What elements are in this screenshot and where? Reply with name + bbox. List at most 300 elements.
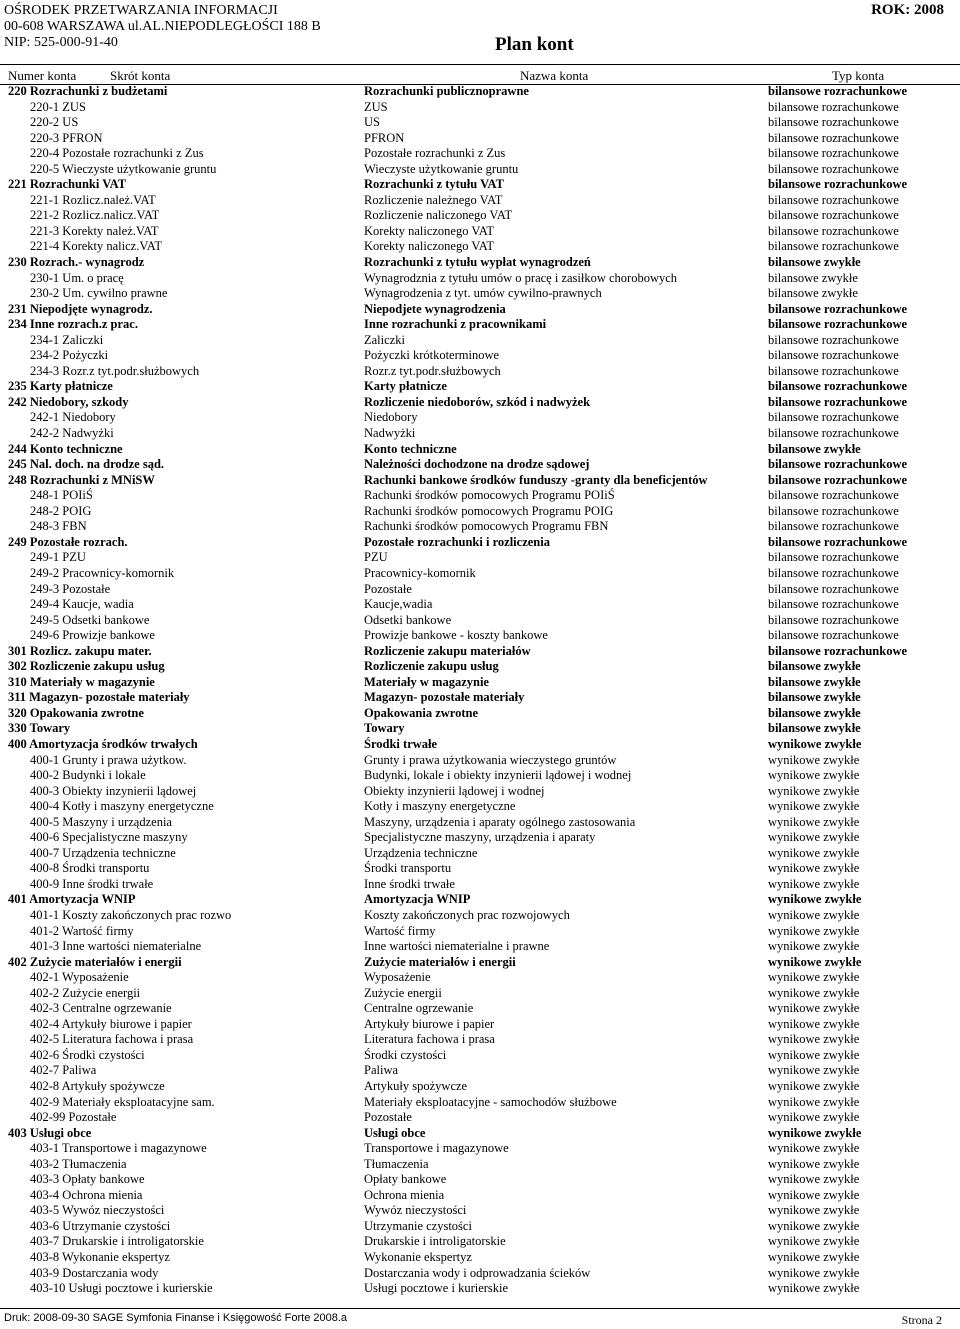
account-code: 249-1 PZU [30, 550, 86, 565]
account-name: Usługi pocztowe i kurierskie [364, 1281, 509, 1296]
table-row [0, 939, 960, 955]
account-name: Koszty zakończonych prac rozwojowych [364, 907, 570, 922]
account-code: 402-1 Wyposażenie [30, 970, 129, 985]
account-type: wynikowe zwykłe [768, 845, 860, 860]
column-header-typ: Typ konta [832, 68, 885, 83]
account-name: Zużycie materiałów i energii [364, 954, 516, 969]
account-type: bilansowe rozrachunkowe [768, 161, 899, 176]
table-row [0, 644, 960, 660]
account-code: 400-6 Specjalistyczne maszyny [30, 830, 188, 845]
account-code: 248 Rozrachunki z MNiSW [8, 472, 155, 487]
account-name: Transportowe i magazynowe [364, 1141, 509, 1156]
account-name: Inne rozrachunki z pracownikami [364, 317, 547, 332]
account-type: bilansowe rozrachunkowe [768, 565, 899, 580]
account-code: 403-7 Drukarskie i introligatorskie [30, 1234, 204, 1249]
table-row [0, 706, 960, 722]
account-type: bilansowe rozrachunkowe [768, 394, 908, 409]
account-code: 402-2 Zużycie energii [30, 985, 141, 1000]
account-type: wynikowe zwykłe [768, 923, 860, 938]
account-type: wynikowe zwykłe [768, 985, 860, 1000]
account-name: Rozliczenie należnego VAT [364, 192, 503, 207]
account-name: Wartość firmy [364, 923, 436, 938]
account-name: Rozliczenie niedoborów, szkód i nadwyżek [364, 394, 591, 409]
account-code: 310 Materiały w magazynie [8, 674, 155, 689]
account-code: 230 Rozrach.- wynagrodz [8, 255, 145, 270]
account-type: bilansowe zwykłe [768, 441, 861, 456]
account-name: Budynki, lokale i obiekty inzynierii lądowej i wodnej [364, 768, 632, 783]
account-code: 221-2 Rozlicz.nalicz.VAT [30, 208, 160, 223]
column-header-numer: Numer konta [8, 68, 77, 83]
account-name: Literatura fachowa i prasa [364, 1032, 495, 1047]
account-code: 221 Rozrachunki VAT [8, 177, 127, 192]
account-type: bilansowe rozrachunkowe [768, 115, 899, 130]
account-type: wynikowe zwykłe [768, 1032, 860, 1047]
account-name: Maszyny, urządzenia i aparaty ogólnego zastosowania [364, 814, 636, 829]
account-code: 242-1 Niedobory [30, 410, 116, 425]
account-type: bilansowe zwykłe [768, 255, 861, 270]
table-row [0, 84, 960, 100]
account-name: Dostarczania wody i odprowadzania ścieków [364, 1265, 591, 1280]
table-row [0, 721, 960, 737]
account-type: wynikowe zwykłe [768, 768, 860, 783]
account-name: Niedobory [364, 410, 418, 425]
account-name: ZUS [364, 99, 388, 114]
account-name: Towary [364, 721, 405, 736]
table-row [0, 162, 960, 178]
account-type: bilansowe rozrachunkowe [768, 550, 899, 565]
account-code: 234-2 Pożyczki [30, 348, 109, 363]
account-name: Kotły i maszyny energetyczne [364, 799, 516, 814]
account-type: bilansowe rozrachunkowe [768, 363, 899, 378]
account-code: 402-3 Centralne ogrzewanie [30, 1001, 172, 1016]
account-code: 220 Rozrachunki z budżetami [8, 84, 168, 98]
account-code: 402 Zużycie materiałów i energii [8, 954, 182, 969]
table-row [0, 566, 960, 582]
account-name: Środki czystości [364, 1047, 447, 1062]
account-type: bilansowe rozrachunkowe [768, 503, 899, 518]
table-row [0, 379, 960, 395]
account-type: wynikowe zwykłe [768, 1234, 860, 1249]
column-header-nazwa: Nazwa konta [520, 68, 589, 83]
table-row [0, 550, 960, 566]
account-name: Zużycie energii [364, 985, 442, 1000]
table-row [0, 239, 960, 255]
table-row [0, 1001, 960, 1017]
table-row [0, 473, 960, 489]
account-name: Należności dochodzone na drodze sądowej [364, 457, 590, 472]
account-name: Grunty i prawa użytkowania wieczystego gruntów [364, 752, 617, 767]
account-type: bilansowe rozrachunkowe [768, 130, 899, 145]
account-code: 401-1 Koszty zakończonych prac rozwo [30, 907, 232, 922]
account-table [0, 84, 960, 1297]
table-row [0, 131, 960, 147]
account-code: 400-9 Inne środki trwałe [30, 876, 154, 891]
document-header [0, 0, 960, 62]
account-name: Specjalistyczne maszyny, urządzenia i aparaty [364, 830, 596, 845]
account-name: Rozrachunki z tytułu VAT [364, 177, 504, 192]
account-name: Tłumaczenia [364, 1156, 429, 1171]
table-row [0, 737, 960, 753]
account-type: bilansowe rozrachunkowe [768, 597, 899, 612]
account-type: bilansowe rozrachunkowe [768, 488, 899, 503]
account-code: 402-4 Artykuły biurowe i papier [30, 1016, 192, 1031]
account-type: bilansowe zwykłe [768, 659, 861, 674]
account-type: bilansowe zwykłe [768, 270, 858, 285]
account-type: wynikowe zwykłe [768, 1047, 860, 1062]
table-row [0, 457, 960, 473]
account-type: wynikowe zwykłe [768, 1250, 860, 1265]
account-type: wynikowe zwykłe [768, 1156, 860, 1171]
account-name: PFRON [364, 130, 405, 145]
account-type: wynikowe zwykłe [768, 830, 860, 845]
table-row [0, 1110, 960, 1126]
account-code: 403-6 Utrzymanie czystości [30, 1218, 171, 1233]
table-row [0, 892, 960, 908]
account-type: wynikowe zwykłe [768, 1125, 862, 1140]
account-name: Utrzymanie czystości [364, 1218, 472, 1233]
account-code: 220-4 Pozostałe rozrachunki z Zus [30, 146, 204, 161]
table-row [0, 1048, 960, 1064]
account-name: Opakowania zwrotne [364, 705, 479, 720]
account-name: Niepodjete wynagrodzenia [364, 301, 506, 316]
account-type: wynikowe zwykłe [768, 814, 860, 829]
account-code: 220-3 PFRON [30, 130, 103, 145]
table-row [0, 1141, 960, 1157]
account-name: Pożyczki krótkoterminowe [364, 348, 500, 363]
account-name: US [364, 115, 380, 130]
account-type: bilansowe rozrachunkowe [768, 410, 899, 425]
account-type: bilansowe rozrachunkowe [768, 317, 908, 332]
account-code: 400-4 Kotły i maszyny energetyczne [30, 799, 214, 814]
account-name: Zaliczki [364, 332, 405, 347]
account-name: Środki transportu [364, 861, 452, 876]
account-code: 221-3 Korekty należ.VAT [30, 223, 159, 238]
account-type: bilansowe zwykłe [768, 705, 861, 720]
account-name: Paliwa [364, 1063, 399, 1078]
account-code: 231 Niepodjęte wynagrodz. [8, 301, 153, 316]
account-name: Wykonanie ekspertyz [364, 1250, 472, 1265]
column-header-skrot: Skrót konta [110, 68, 171, 83]
account-type: wynikowe zwykłe [768, 1141, 860, 1156]
account-type: bilansowe rozrachunkowe [768, 84, 908, 98]
account-name: Rozrachunki publicznoprawne [364, 84, 529, 98]
table-row [0, 348, 960, 364]
account-type: bilansowe zwykłe [768, 690, 861, 705]
account-code: 402-99 Pozostałe [30, 1110, 117, 1125]
table-row [0, 504, 960, 520]
account-code: 245 Nal. doch. na drodze sąd. [8, 457, 165, 472]
account-code: 248-3 FBN [30, 519, 87, 534]
table-row [0, 924, 960, 940]
account-name: Wieczyste użytkowanie gruntu [364, 161, 519, 176]
table-row [0, 1172, 960, 1188]
account-code: 244 Konto techniczne [8, 441, 123, 456]
table-row [0, 877, 960, 893]
header-divider [0, 64, 960, 65]
account-type: wynikowe zwykłe [768, 1187, 860, 1202]
account-name: Wywóz nieczystości [364, 1203, 467, 1218]
account-code: 248-1 POIiŚ [30, 488, 93, 503]
table-row [0, 1063, 960, 1079]
account-type: bilansowe rozrachunkowe [768, 612, 899, 627]
account-code: 401-3 Inne wartości niematerialne [30, 939, 202, 954]
account-name: Rachunki bankowe środków funduszy -granty dla beneficjentów [364, 472, 708, 487]
account-code: 400-7 Urządzenia techniczne [30, 845, 176, 860]
account-type: wynikowe zwykłe [768, 1265, 860, 1280]
table-row [0, 1250, 960, 1266]
account-type: bilansowe rozrachunkowe [768, 192, 899, 207]
account-code: 400-1 Grunty i prawa użytkow. [30, 752, 187, 767]
table-row [0, 970, 960, 986]
account-type: bilansowe rozrachunkowe [768, 643, 908, 658]
page-number: Strona 2 [901, 1313, 942, 1327]
account-name: Rozliczenie zakupu usług [364, 659, 499, 674]
account-type: wynikowe zwykłe [768, 1203, 860, 1218]
account-type: wynikowe zwykłe [768, 1001, 860, 1016]
account-code: 249 Pozostałe rozrach. [8, 534, 128, 549]
table-row [0, 986, 960, 1002]
account-code: 249-4 Kaucje, wadia [30, 597, 134, 612]
table-row [0, 690, 960, 706]
table-row [0, 317, 960, 333]
table-row [0, 1095, 960, 1111]
account-code: 330 Towary [8, 721, 71, 736]
account-code: 403-3 Opłaty bankowe [30, 1172, 145, 1187]
account-type: bilansowe rozrachunkowe [768, 99, 899, 114]
account-code: 234 Inne rozrach.z prac. [8, 317, 138, 332]
account-code: 403-10 Usługi pocztowe i kurierskie [30, 1281, 213, 1296]
account-code: 311 Magazyn- pozostałe materiały [8, 690, 190, 705]
table-row [0, 784, 960, 800]
account-type: wynikowe zwykłe [768, 1281, 860, 1296]
account-code: 400-3 Obiekty inzynierii lądowej [30, 783, 197, 798]
account-name: Ochrona mienia [364, 1187, 445, 1202]
table-row [0, 597, 960, 613]
table-row [0, 1266, 960, 1282]
account-type: wynikowe zwykłe [768, 752, 860, 767]
account-type: wynikowe zwykłe [768, 1110, 860, 1125]
account-type: wynikowe zwykłe [768, 1063, 860, 1078]
table-row [0, 830, 960, 846]
account-name: Odsetki bankowe [364, 612, 452, 627]
account-type: wynikowe zwykłe [768, 736, 862, 751]
table-row [0, 100, 960, 116]
account-code: 400-8 Środki transportu [30, 861, 150, 876]
account-name: Pozostałe rozrachunki z Zus [364, 146, 506, 161]
account-type: wynikowe zwykłe [768, 861, 860, 876]
account-name: Urządzenia techniczne [364, 845, 478, 860]
table-row [0, 115, 960, 131]
account-type: bilansowe zwykłe [768, 286, 858, 301]
table-row [0, 768, 960, 784]
table-row [0, 208, 960, 224]
account-name: Prowizje bankowe - koszty bankowe [364, 628, 548, 643]
account-code: 249-6 Prowizje bankowe [30, 628, 155, 643]
table-row [0, 1219, 960, 1235]
account-code: 403-1 Transportowe i magazynowe [30, 1141, 207, 1156]
table-row [0, 1203, 960, 1219]
account-code: 242 Niedobory, szkody [8, 394, 129, 409]
account-name: Rozrachunki z tytułu wypłat wynagrodzeń [364, 255, 591, 270]
account-code: 400 Amortyzacja środków trwałych [8, 736, 198, 751]
account-type: wynikowe zwykłe [768, 1079, 860, 1093]
account-name: Rozr.z tyt.podr.służbowych [364, 363, 501, 378]
table-row [0, 410, 960, 426]
account-code: 249-5 Odsetki bankowe [30, 612, 150, 627]
account-code: 234-1 Zaliczki [30, 332, 104, 347]
table-row [0, 753, 960, 769]
footer-divider [0, 1308, 960, 1309]
account-name: PZU [364, 550, 388, 565]
table-row [0, 659, 960, 675]
account-name: Kaucje,wadia [364, 597, 433, 612]
account-name: Pozostałe rozrachunki i rozliczenia [364, 534, 550, 549]
table-row [0, 519, 960, 535]
table-row [0, 582, 960, 598]
account-name: Artykuły biurowe i papier [364, 1016, 495, 1031]
account-name: Środki trwałe [364, 736, 438, 751]
account-type: wynikowe zwykłe [768, 907, 860, 922]
account-type: bilansowe zwykłe [768, 721, 861, 736]
account-code: 402-7 Paliwa [30, 1063, 97, 1078]
table-row [0, 613, 960, 629]
account-code: 400-5 Maszyny i urządzenia [30, 814, 172, 829]
account-code: 302 Rozliczenie zakupu usług [8, 659, 165, 674]
account-type: wynikowe zwykłe [768, 892, 862, 907]
table-row [0, 1126, 960, 1142]
account-type: bilansowe rozrachunkowe [768, 239, 899, 254]
table-row [0, 193, 960, 209]
account-type: bilansowe rozrachunkowe [768, 426, 899, 441]
account-type: bilansowe rozrachunkowe [768, 519, 899, 534]
account-type: bilansowe rozrachunkowe [768, 208, 899, 223]
account-code: 401-2 Wartość firmy [30, 923, 134, 938]
account-type: wynikowe zwykłe [768, 954, 862, 969]
account-type: bilansowe rozrachunkowe [768, 348, 899, 363]
table-row [0, 1032, 960, 1048]
account-code: 220-2 US [30, 115, 79, 130]
account-code: 234-3 Rozr.z tyt.podr.służbowych [30, 363, 200, 378]
account-name: Opłaty bankowe [364, 1172, 447, 1187]
account-type: wynikowe zwykłe [768, 970, 860, 985]
account-name: Rachunki środków pomocowych Programu POIiŚ [364, 488, 615, 503]
account-name: Rachunki środków pomocowych Programu POIG [364, 503, 614, 518]
table-row [0, 1157, 960, 1173]
account-type: bilansowe rozrachunkowe [768, 628, 899, 643]
table-row [0, 177, 960, 193]
account-name: Inne wartości niematerialne i prawne [364, 939, 550, 954]
table-row [0, 255, 960, 271]
account-code: 402-6 Środki czystości [30, 1047, 145, 1062]
account-code: 220-1 ZUS [30, 99, 86, 114]
account-type: bilansowe rozrachunkowe [768, 457, 908, 472]
account-code: 221-4 Korekty nalicz.VAT [30, 239, 163, 254]
table-row [0, 955, 960, 971]
table-row [0, 302, 960, 318]
account-type: bilansowe rozrachunkowe [768, 332, 899, 347]
account-name: Konto techniczne [364, 441, 457, 456]
account-type: wynikowe zwykłe [768, 1016, 860, 1031]
table-row [0, 442, 960, 458]
organization-address: 00-608 WARSZAWA ul.AL.NIEPODLEGŁOŚCI 188 B [4, 19, 321, 34]
account-name: Wyposażenie [364, 970, 431, 985]
account-type: wynikowe zwykłe [768, 939, 860, 954]
table-row [0, 675, 960, 691]
table-row [0, 333, 960, 349]
account-name: Korekty naliczonego VAT [364, 223, 495, 238]
account-name: Inne środki trwałe [364, 876, 455, 891]
organization-name: OŚRODEK PRZETWARZANIA INFORMACJI [4, 3, 278, 18]
account-code: 220-5 Wieczyste użytkowanie gruntu [30, 161, 217, 176]
account-type: bilansowe rozrachunkowe [768, 379, 908, 394]
table-row [0, 861, 960, 877]
account-type: wynikowe zwykłe [768, 876, 860, 891]
account-code: 403-5 Wywóz nieczystości [30, 1203, 165, 1218]
account-name: Nadwyżki [364, 426, 416, 441]
account-type: wynikowe zwykłe [768, 783, 860, 798]
table-row [0, 815, 960, 831]
table-row [0, 846, 960, 862]
table-row [0, 1079, 960, 1095]
account-code: 235 Karty płatnicze [8, 379, 113, 394]
account-code: 301 Rozlicz. zakupu mater. [8, 643, 152, 658]
table-row [0, 364, 960, 380]
account-name: Artykuły spożywcze [364, 1079, 468, 1093]
account-code: 403-4 Ochrona mienia [30, 1187, 143, 1202]
organization-nip: NIP: 525-000-91-40 [4, 35, 118, 50]
account-name: Korekty naliczonego VAT [364, 239, 495, 254]
account-type: wynikowe zwykłe [768, 799, 860, 814]
account-code: 230-2 Um. cywilno prawne [30, 286, 168, 301]
table-row [0, 1234, 960, 1250]
account-name: Centralne ogrzewanie [364, 1001, 474, 1016]
column-headers [0, 68, 960, 84]
account-type: bilansowe rozrachunkowe [768, 301, 908, 316]
table-row [0, 395, 960, 411]
account-code: 403-9 Dostarczania wody [30, 1265, 159, 1280]
account-code: 402-8 Artykuły spożywcze [30, 1079, 165, 1093]
account-name: Rozliczenie naliczonego VAT [364, 208, 513, 223]
account-name: Pozostałe [364, 1110, 412, 1125]
account-name: Rachunki środków pomocowych Programu FBN [364, 519, 609, 534]
account-code: 403-8 Wykonanie ekspertyz [30, 1250, 170, 1265]
account-name: Rozliczenie zakupu materiałów [364, 643, 531, 658]
account-code: 402-5 Literatura fachowa i prasa [30, 1032, 194, 1047]
table-row [0, 799, 960, 815]
account-code: 249-3 Pozostałe [30, 581, 111, 596]
table-row [0, 628, 960, 644]
account-type: wynikowe zwykłe [768, 1172, 860, 1187]
account-code: 403 Usługi obce [8, 1125, 92, 1140]
account-code: 403-2 Tłumaczenia [30, 1156, 127, 1171]
account-type: wynikowe zwykłe [768, 1218, 860, 1233]
table-row [0, 1017, 960, 1033]
table-row [0, 1281, 960, 1297]
account-type: bilansowe rozrachunkowe [768, 223, 899, 238]
account-code: 249-2 Pracownicy-komornik [30, 565, 175, 580]
fiscal-year: ROK: 2008 [871, 2, 944, 18]
account-code: 248-2 POIG [30, 503, 92, 518]
account-name: Obiekty inzynierii lądowej i wodnej [364, 783, 545, 798]
account-code: 221-1 Rozlicz.należ.VAT [30, 192, 156, 207]
account-name: Usługi obce [364, 1125, 426, 1140]
account-code: 242-2 Nadwyżki [30, 426, 114, 441]
table-row [0, 286, 960, 302]
table-row [0, 488, 960, 504]
account-name: Amortyzacja WNIP [364, 892, 471, 907]
account-name: Wynagrodzenia z tyt. umów cywilno-prawnych [364, 286, 602, 301]
account-code: 400-2 Budynki i lokale [30, 768, 146, 783]
